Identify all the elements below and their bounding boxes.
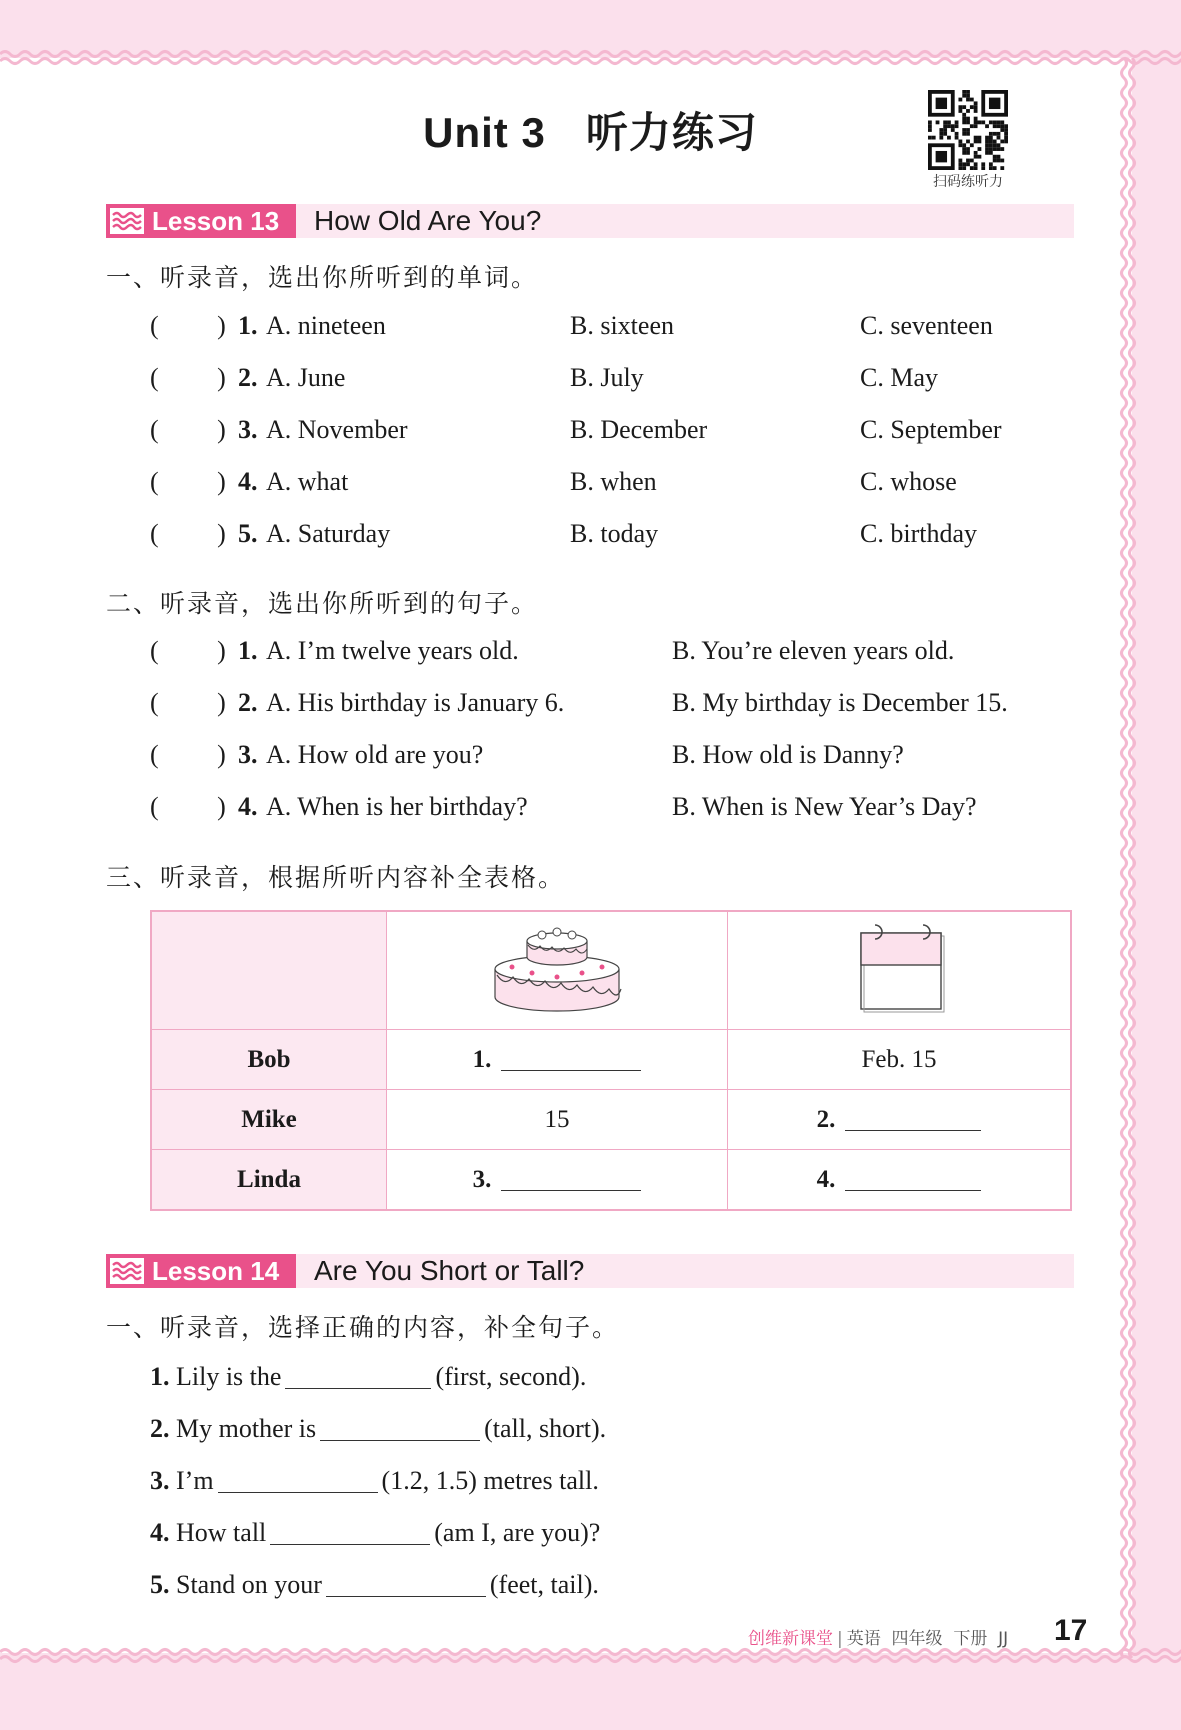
question-number: 4. <box>238 792 258 821</box>
name-cell: Bob <box>151 1030 387 1090</box>
option-c: C. birthday <box>860 519 977 548</box>
footer-grade: 四年级 <box>891 1629 943 1649</box>
answer-blank[interactable] <box>218 1468 378 1493</box>
wave-lines-icon <box>110 1258 144 1284</box>
question-number: 5. <box>150 1570 170 1599</box>
age-cell[interactable] <box>387 1150 728 1211</box>
sentence-start: My mother is <box>176 1414 317 1443</box>
age-cell[interactable] <box>387 1030 728 1090</box>
option-c: C. seventeen <box>860 311 993 340</box>
table-header-row <box>151 911 1071 1030</box>
top-wave-border <box>0 46 1181 70</box>
date-cell[interactable] <box>728 1150 1072 1211</box>
question-number: 2. <box>238 363 258 392</box>
footer: 创维新课堂 | 英语 四年级 下册 JJ <box>748 1629 1009 1649</box>
fill-blank-sentence <box>150 1466 599 1496</box>
lesson-14-label: Lesson 14 <box>152 1256 280 1286</box>
sentence-start: Lily is the <box>176 1362 282 1391</box>
l13-part2-heading: 二、听录音，选出你所听到的句子。 <box>106 589 539 618</box>
answer-blank[interactable] <box>501 1166 641 1191</box>
unit-subtitle: 听力练习 <box>585 109 758 156</box>
answer-parens[interactable]: ( ) <box>150 636 226 665</box>
table-row <box>151 1030 1071 1090</box>
sentence-options: (feet, tail). <box>489 1570 599 1599</box>
sentence-start: How tall <box>176 1518 267 1547</box>
option-b: B. when <box>570 467 657 496</box>
footer-brand: 创维新课堂 <box>748 1629 833 1649</box>
option-a: A. Saturday <box>266 519 391 548</box>
answer-parens[interactable]: ( ) <box>150 740 226 769</box>
option-a: A. When is her birthday? <box>266 792 528 821</box>
footer-edition: JJ <box>998 1629 1009 1649</box>
question-number: 3. <box>238 740 258 769</box>
answer-parens[interactable]: ( ) <box>150 467 226 496</box>
sentence-start: Stand on your <box>176 1570 322 1599</box>
option-a: A. nineteen <box>266 311 386 340</box>
lesson-14-bar <box>106 1254 1074 1288</box>
name-cell: Mike <box>151 1090 387 1150</box>
table-corner-cell <box>151 911 387 1030</box>
answer-parens[interactable]: ( ) <box>150 415 226 444</box>
question-number: 3. <box>150 1466 170 1495</box>
l14-part1-heading: 一、听录音，选择正确的内容，补全句子。 <box>106 1313 620 1342</box>
fill-blank-sentence <box>150 1362 586 1392</box>
cake-header-cell <box>387 911 728 1030</box>
table-row <box>151 1090 1071 1150</box>
option-b: B. sixteen <box>570 311 674 340</box>
sentence-options: (first, second). <box>435 1362 587 1391</box>
qr-label: 扫码练听力 <box>933 174 1003 190</box>
date-cell[interactable] <box>728 1090 1072 1150</box>
option-b: B. December <box>570 415 708 444</box>
option-b: B. today <box>570 519 659 548</box>
question-number: 1. <box>150 1362 170 1391</box>
option-a: A. November <box>266 415 408 444</box>
option-b: B. How old is Danny? <box>672 740 904 769</box>
calendar-icon <box>851 919 947 1015</box>
birthday-cake-icon <box>492 919 622 1015</box>
option-a: A. what <box>266 467 349 496</box>
wave-lines-icon <box>110 208 144 234</box>
date-cell: Feb. 15 <box>728 1030 1072 1090</box>
option-a: A. How old are you? <box>266 740 484 769</box>
question-number: 1. <box>238 311 258 340</box>
sentence-options: (tall, short). <box>484 1414 607 1443</box>
question-number: 2. <box>238 688 258 717</box>
answer-blank[interactable] <box>845 1166 981 1191</box>
question-number: 3. <box>238 415 258 444</box>
blank-number: 1. <box>472 1045 492 1073</box>
sentence-start: I’m <box>176 1466 214 1495</box>
option-c: C. May <box>860 363 938 392</box>
option-b: B. You’re eleven years old. <box>672 636 955 665</box>
question-number: 1. <box>238 636 258 665</box>
question-number: 5. <box>238 519 258 548</box>
answer-blank[interactable] <box>285 1364 431 1389</box>
option-c: C. whose <box>860 467 957 496</box>
question-number: 4. <box>150 1518 170 1547</box>
question-number: 2. <box>150 1414 170 1443</box>
age-cell: 15 <box>387 1090 728 1150</box>
answer-blank[interactable] <box>320 1416 480 1441</box>
page-number: 17 <box>1054 1614 1088 1647</box>
l13-part1-heading: 一、听录音，选出你所听到的单词。 <box>106 263 539 292</box>
answer-blank[interactable] <box>326 1572 486 1597</box>
lesson-13-badge <box>106 204 296 238</box>
blank-number: 3. <box>472 1165 492 1193</box>
answer-parens[interactable]: ( ) <box>150 311 226 340</box>
lesson-14-title: Are You Short or Tall? <box>314 1255 585 1286</box>
answer-blank[interactable] <box>270 1520 430 1545</box>
option-c: C. September <box>860 415 1002 444</box>
l13-part3-heading: 三、听录音，根据所听内容补全表格。 <box>106 863 566 892</box>
sentence-options: (1.2, 1.5) metres tall. <box>381 1466 599 1495</box>
birthday-table <box>150 910 1072 1211</box>
answer-parens[interactable]: ( ) <box>150 519 226 548</box>
lesson-13-bar <box>106 204 1074 238</box>
footer-subject: 英语 <box>846 1629 881 1649</box>
qr-code-icon[interactable] <box>928 90 1008 170</box>
answer-parens[interactable]: ( ) <box>150 688 226 717</box>
option-a: A. I’m twelve years old. <box>266 636 519 665</box>
lesson-13-label: Lesson 13 <box>152 206 280 236</box>
answer-parens[interactable]: ( ) <box>150 363 226 392</box>
answer-parens[interactable]: ( ) <box>150 792 226 821</box>
option-a: A. June <box>266 363 346 392</box>
blank-number: 2. <box>816 1105 836 1133</box>
right-wave-border <box>1116 58 1146 1658</box>
fill-blank-sentence <box>150 1414 606 1444</box>
blank-number: 4. <box>816 1165 836 1193</box>
fill-blank-sentence <box>150 1570 599 1600</box>
question-number: 4. <box>238 467 258 496</box>
option-b: B. July <box>570 363 644 392</box>
answer-blank[interactable] <box>501 1046 641 1071</box>
name-cell: Linda <box>151 1150 387 1211</box>
fill-blank-sentence <box>150 1518 600 1548</box>
option-b: B. My birthday is December 15. <box>672 688 1008 717</box>
lesson-14-badge <box>106 1254 296 1288</box>
table-row <box>151 1150 1071 1211</box>
lesson-13-title: How Old Are You? <box>314 205 542 236</box>
option-a: A. His birthday is January 6. <box>266 688 565 717</box>
unit-title: Unit 3 <box>423 109 546 156</box>
footer-volume: 下册 <box>953 1629 988 1649</box>
calendar-header-cell <box>728 911 1072 1030</box>
option-b: B. When is New Year’s Day? <box>672 792 977 821</box>
answer-blank[interactable] <box>845 1106 981 1131</box>
sentence-options: (am I, are you)? <box>434 1518 601 1547</box>
